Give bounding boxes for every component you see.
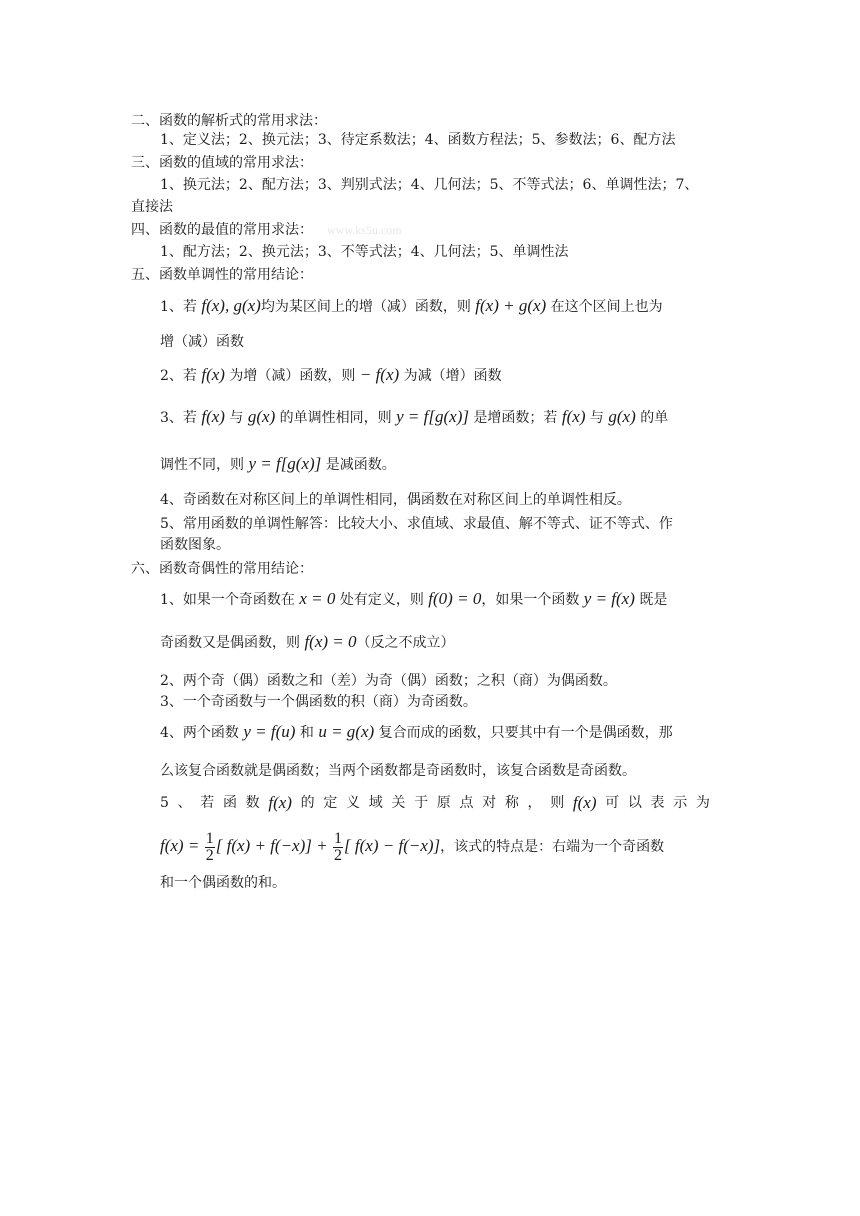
s5-p3-text-a: 3、若	[160, 410, 202, 426]
s6-p5-term-2: [ f(x) − f(−x)]	[344, 836, 441, 855]
s6-p5-w4: 数	[245, 795, 260, 811]
s5-p3-line2	[160, 453, 396, 476]
s6-p1-math-2: f(0) = 0	[428, 589, 482, 608]
s6-p1-math-1: x = 0	[299, 589, 336, 608]
s6-p1-text-a: 1、如果一个奇函数在	[160, 592, 300, 608]
heading-section-2: 二、函数的解析式的常用求法：	[131, 113, 327, 129]
s6-p4-text-a: 4、两个函数	[160, 725, 244, 741]
s3-methods-a: 1、换元法；2、配方法；3、判别式法；4、几何法；5、不等式法；6、单调性法；7、	[160, 177, 699, 193]
fraction-numerator: 1	[205, 829, 214, 847]
s6-p1-line1	[160, 588, 667, 611]
s6-p4-text-b: 和	[295, 725, 319, 741]
s6-p1-text-f: （反之不成立）	[356, 635, 455, 651]
s6-p4-math-2: u = g(x)	[318, 722, 375, 741]
heading-section-4: 四、函数的最值的常用求法：	[131, 222, 313, 238]
s6-p1-math-4: f(x) = 0	[304, 632, 357, 651]
s5-p3-text-h: 是减函数。	[321, 457, 396, 473]
s5-p1-text-c: 在这个区间上也为	[546, 299, 663, 315]
s6-p5-w10: 关	[391, 795, 406, 811]
s6-p5-w12: 原	[436, 795, 451, 811]
s5-p5-line1: 5、常用函数的单调性解答：比较大小、求值域、求最值、解不等式、证不等式、作	[160, 516, 673, 532]
s5-p3-text-c: 的单调性相同，则	[275, 410, 397, 426]
s6-p5-w7: 定	[323, 795, 338, 811]
s6-p5-w2: 若	[200, 795, 215, 811]
s5-p3-math-5: g(x)	[608, 407, 636, 426]
s6-p5-w3: 函	[222, 795, 237, 811]
s6-p5-last-line: 和一个偶函数的和。	[160, 875, 286, 891]
s6-p5-w22: 示	[673, 795, 688, 811]
s6-p5-w18: f(x)	[572, 793, 597, 812]
s6-p5-w5: f(x)	[268, 793, 292, 812]
s2-methods: 1、定义法；2、换元法；3、待定系数法；4、函数方程法；5、参数法；6、配方法	[160, 132, 676, 148]
fraction-denominator: 2	[334, 846, 343, 864]
s6-p5-tail: ，该式的特点是：右端为一个奇函数	[440, 839, 665, 855]
s5-p3-math-3: y = f[g(x)]	[396, 407, 469, 426]
s5-p3-text-b: 与	[224, 410, 248, 426]
s6-p5-line1	[160, 792, 710, 814]
s6-p5-w21: 表	[650, 795, 665, 811]
s6-p4-text-c: 复合而成的函数，只要其中有一个是偶函数，那	[374, 725, 673, 741]
heading-section-5: 五、函数单调性的常用结论：	[131, 267, 313, 283]
s6-p5-w23: 为	[695, 795, 710, 811]
s5-p3-line1	[160, 406, 668, 429]
s6-p5-formula-line	[160, 826, 664, 866]
fraction-numerator: 1	[334, 829, 343, 847]
s5-p4: 4、奇函数在对称区间上的单调性相同，偶函数在对称区间上的单调性相反。	[160, 492, 631, 508]
s6-p1-math-3: y = f(x)	[583, 589, 635, 608]
s6-p3: 3、一个奇函数与一个偶函数的积（商）为奇函数。	[160, 694, 477, 710]
s6-p2: 2、两个奇（偶）函数之和（差）为奇（偶）函数；之积（商）为偶函数。	[160, 673, 617, 689]
s5-p3-math-2: g(x)	[247, 407, 276, 426]
s6-p5-fraction-1	[205, 831, 215, 864]
heading-section-6: 六、函数奇偶性的常用结论：	[131, 561, 313, 577]
s6-p5-w20: 以	[627, 795, 642, 811]
s6-p5-w14: 对	[482, 795, 497, 811]
heading-section-3: 三、函数的值域的常用求法：	[131, 155, 313, 171]
s5-p2-text-b: 为增（减）函数，则	[224, 368, 360, 384]
s6-p5-w9: 域	[368, 795, 383, 811]
s5-p2-text-c: 为减（增）函数	[399, 368, 502, 384]
s6-p4-math-1: y = f(u)	[243, 722, 296, 741]
s5-p3-text-f: 的单	[635, 410, 669, 426]
s5-p3-math-6: y = f[g(x)]	[248, 454, 322, 473]
s6-p4-line2: 么该复合函数就是偶函数；当两个函数都是奇函数时，该复合函数是奇函数。	[160, 763, 636, 779]
s6-p1-text-d: 既是	[634, 592, 668, 608]
s6-p1-text-b: 处有定义，则	[335, 592, 429, 608]
s6-p5-w15: 称	[504, 795, 519, 811]
s6-p1-line2	[160, 631, 455, 654]
s6-p5-w8: 义	[346, 795, 361, 811]
watermark: www.ks5u.com	[327, 223, 402, 237]
s3-methods-b: 直接法	[131, 199, 173, 215]
s5-p2-math-1: f(x)	[201, 365, 225, 384]
s6-p5-w11: 于	[414, 795, 429, 811]
s6-p5-w1: 、	[177, 795, 192, 811]
s5-p5-line2: 函数图象。	[160, 537, 230, 553]
s5-p2	[160, 364, 502, 387]
s6-p5-w17: 则	[550, 795, 565, 811]
s5-p1-line1	[160, 295, 663, 318]
s5-p2-math-2: − f(x)	[359, 365, 400, 384]
s6-p5-lhs: f(x) =	[160, 836, 200, 855]
s6-p5-w0: 5	[160, 795, 169, 811]
s6-p5-w13: 点	[459, 795, 474, 811]
s5-p3-math-1: f(x)	[201, 407, 225, 426]
s5-p1-math-1: f(x), g(x)	[201, 296, 261, 315]
s6-p5-w16: ，	[527, 795, 542, 811]
s6-p5-fraction-2	[333, 831, 343, 864]
s6-p5-term-1: [ f(x) + f(−x)] +	[215, 836, 328, 855]
s5-p3-text-e: 与	[585, 410, 609, 426]
s6-p1-text-c: ，如果一个函数	[481, 592, 584, 608]
s5-p1-math-2: f(x) + g(x)	[475, 296, 547, 315]
s6-p5-w19: 可	[605, 795, 620, 811]
s6-p4-line1	[160, 721, 673, 744]
s5-p2-text-a: 2、若	[160, 368, 202, 384]
s5-p3-text-g: 调性不同，则	[160, 457, 249, 473]
s5-p1-text-b: 均为某区间上的增（减）函数，则	[260, 299, 476, 315]
s5-p3-text-d: 是增函数；若	[468, 410, 562, 426]
fraction-denominator: 2	[205, 846, 214, 864]
s5-p1-line2: 增（减）函数	[160, 334, 244, 350]
s5-p1-text-a: 1、若	[160, 299, 202, 315]
s4-methods: 1、配方法；2、换元法；3、不等式法；4、几何法；5、单调性法	[160, 244, 569, 260]
s6-p1-text-e: 奇函数又是偶函数，则	[160, 635, 305, 651]
s6-p5-w6: 的	[300, 795, 315, 811]
s5-p3-math-4: f(x)	[561, 407, 586, 426]
